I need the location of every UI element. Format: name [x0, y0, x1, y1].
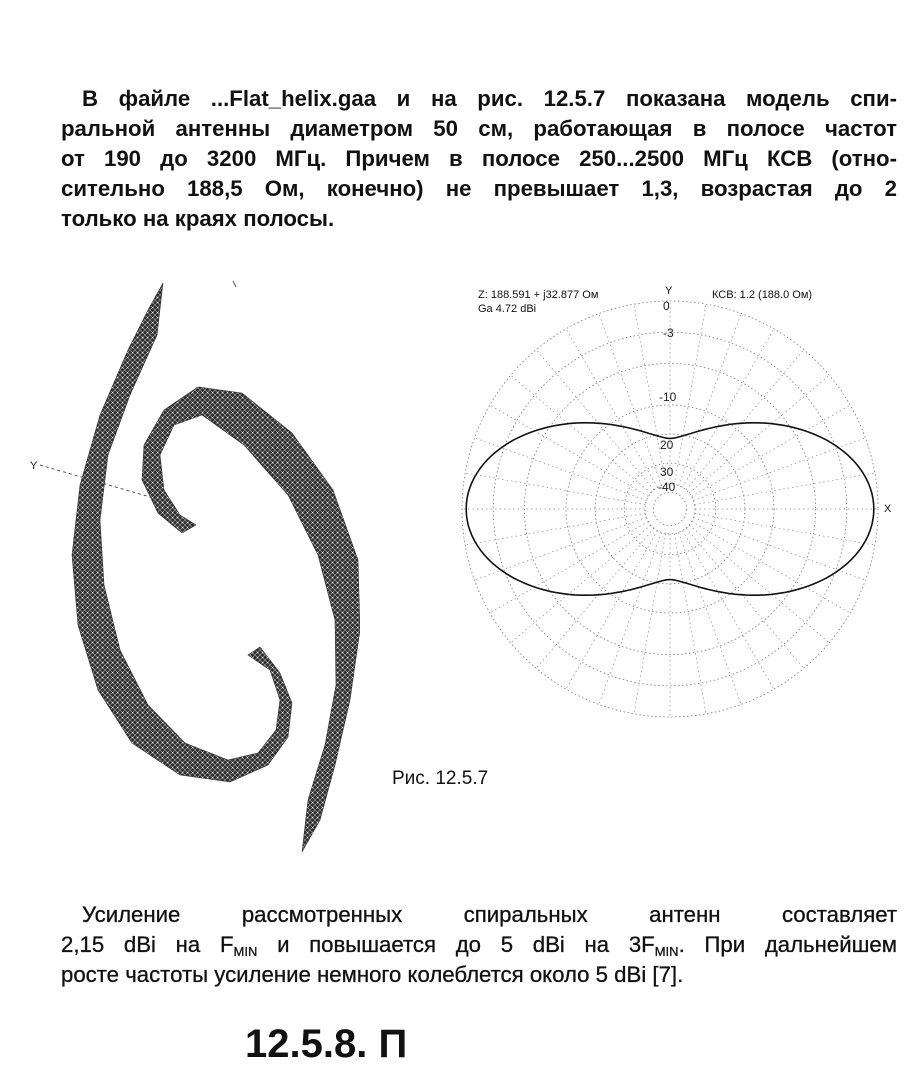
y-axis-label-left: Y: [30, 460, 38, 472]
swr-readout: КСВ: 1.2 (188.0 Ом): [712, 289, 813, 301]
paragraph-line: сительно 188,5 Ом, конечно) не превышает 1,3, возрастая до 2: [61, 176, 897, 201]
paragraph-line: ральной антенны диаметром 50 см, работающая в полосе частот: [61, 116, 897, 141]
paragraph-line: только на краях полосы.: [61, 206, 335, 231]
polar-grid-spoke: [536, 350, 654, 490]
impedance-readout: Z: 188.591 + j32.877 Ом: [478, 289, 599, 301]
text-run: 2,15 dBi на F: [61, 932, 234, 957]
polar-grid-spoke: [674, 304, 706, 484]
polar-grid-spoke: [679, 314, 742, 486]
polar-grid-spoke: [692, 521, 851, 613]
ring-label: -40: [658, 480, 676, 494]
polar-grid-spoke: [695, 513, 875, 545]
polar-grid-spoke: [599, 314, 662, 486]
ring-label: -10: [659, 390, 677, 404]
polar-grid-spoke: [689, 375, 829, 493]
polar-grid-spoke: [692, 405, 851, 497]
polar-radiation-pattern: [460, 282, 900, 722]
paragraph-line: росте частоты усиление немного колеблется около 5 dBi [7].: [61, 962, 684, 987]
text-run: . При дальнейшем: [678, 932, 897, 957]
ring-label: 20: [660, 438, 674, 452]
ring-label: 30: [660, 465, 674, 479]
polar-grid-spoke: [693, 518, 865, 581]
gain-readout: Ga 4.72 dBi: [478, 303, 537, 315]
spiral-antenna-model: [30, 275, 360, 865]
polar-grid-spoke: [695, 473, 875, 505]
polar-grid-spoke: [536, 528, 654, 668]
paragraph-line: Усиление рассмотренных спиральных антенн составляет: [82, 902, 897, 927]
polar-grid-spoke: [490, 521, 649, 613]
polar-grid-spoke: [511, 375, 651, 493]
paragraph-line: В файле ...Flat_helix.gaa и на рис. 12.5.7 показана модель спи-: [82, 86, 897, 111]
polar-grid-ring: [566, 405, 774, 613]
polar-grid-ring: [493, 332, 847, 686]
polar-grid-spoke: [689, 525, 829, 643]
text-run: и повышается до 5 dBi на 3F: [257, 932, 655, 957]
polar-grid-spoke: [679, 532, 742, 704]
intro-paragraph: [61, 84, 897, 234]
polar-grid-ring: [653, 492, 686, 525]
x-axis-label: X: [884, 503, 892, 515]
section-heading: 12.5.8. П: [245, 1022, 408, 1066]
paragraph-line: [61, 930, 897, 960]
ring-label: 0: [663, 299, 670, 313]
ring-label: -3: [663, 326, 674, 340]
polar-grid-spoke: [475, 438, 647, 501]
polar-grid-spoke: [599, 532, 662, 704]
polar-grid-spoke: [686, 528, 804, 668]
polar-grid-spoke: [566, 531, 658, 690]
subscript: MIN: [654, 944, 679, 959]
spiral-arm: [142, 387, 360, 852]
polar-grid-spoke: [511, 525, 651, 643]
polar-grid-spoke: [686, 350, 804, 490]
gain-paragraph: [61, 900, 897, 990]
polar-grid-spoke: [674, 534, 706, 714]
polar-grid-spoke: [566, 329, 658, 488]
y-axis-label-top: Y: [665, 285, 673, 297]
polar-grid-spoke: [475, 518, 647, 581]
polar-grid-spoke: [465, 513, 645, 545]
polar-grid-spoke: [634, 534, 666, 714]
paragraph-line: от 190 до 3200 МГц. Причем в полосе 250...2500 МГц КСВ (отно-: [61, 146, 897, 171]
polar-grid-spoke: [693, 438, 865, 501]
figure-caption: Рис. 12.5.7: [392, 768, 489, 789]
subscript: MIN: [233, 944, 258, 959]
polar-grid-spoke: [465, 473, 645, 505]
polar-grid: [462, 301, 878, 717]
